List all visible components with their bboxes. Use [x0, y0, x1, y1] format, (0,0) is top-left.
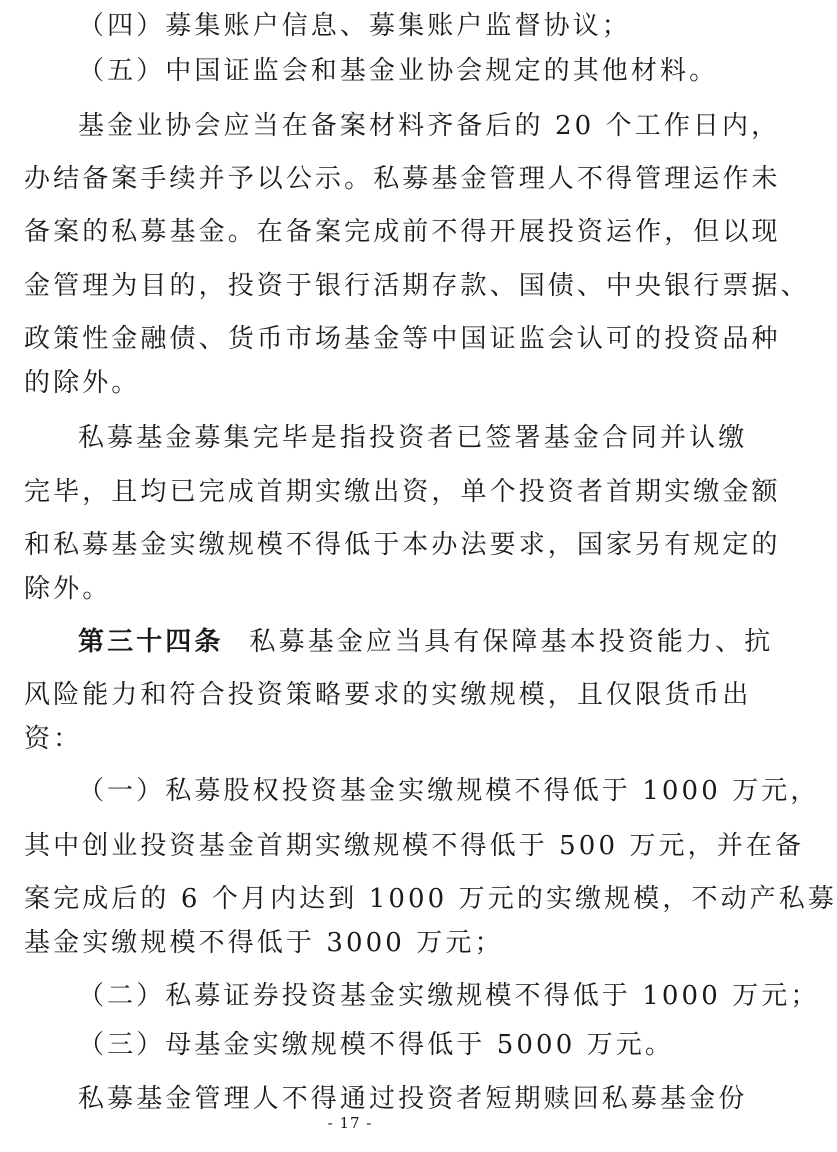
paragraph-line: 案完成后的 6 个月内达到 1000 万元的实缴规模，不动产私募	[24, 884, 837, 914]
paragraph-line: 基金实缴规模不得低于 3000 万元；	[24, 928, 504, 958]
article-34-line: 第三十四条 私募基金应当具有保障基本投资能力、抗	[78, 627, 774, 657]
list-item-1: （一）私募股权投资基金实缴规模不得低于 1000 万元，	[78, 776, 820, 806]
paragraph-line: 其中创业投资基金首期实缴规模不得低于 500 万元，并在备	[24, 831, 805, 861]
list-item-2: （二）私募证券投资基金实缴规模不得低于 1000 万元；	[78, 981, 820, 1011]
paragraph-line: 风险能力和符合投资策略要求的实缴规模，且仅限货币出	[24, 680, 752, 710]
paragraph-line: 私募基金募集完毕是指投资者已签署基金合同并认缴	[78, 423, 748, 453]
paragraph-line: 和私募基金实缴规模不得低于本办法要求，国家另有规定的	[24, 530, 781, 560]
article-heading: 第三十四条	[78, 627, 224, 657]
paragraph-line: 私募基金管理人不得通过投资者短期赎回私募基金份	[78, 1084, 748, 1114]
paragraph-line: 基金业协会应当在备案材料齐备后的 20 个工作日内，	[78, 111, 781, 141]
paragraph-line: 除外。	[24, 574, 112, 604]
paragraph-line: 的除外。	[24, 368, 141, 398]
paragraph-line: 资：	[24, 724, 83, 754]
list-item-3: （三）母基金实缴规模不得低于 5000 万元。	[78, 1030, 674, 1060]
list-item-5: （五）中国证监会和基金业协会规定的其他材料。	[78, 56, 719, 86]
paragraph-line: 金管理为目的，投资于银行活期存款、国债、中央银行票据、	[24, 271, 810, 301]
paragraph-line: 备案的私募基金。在备案完成前不得开展投资运作，但以现	[24, 217, 781, 247]
paragraph-line: 完毕，且均已完成首期实缴出资，单个投资者首期实缴金额	[24, 477, 781, 507]
paragraph-line: 办结备案手续并予以公示。私募基金管理人不得管理运作未	[24, 164, 781, 194]
list-item-4: （四）募集账户信息、募集账户监督协议；	[78, 11, 631, 41]
paragraph-line: 政策性金融债、货币市场基金等中国证监会认可的投资品种	[24, 324, 781, 354]
page-number: - 17 -	[327, 1114, 373, 1132]
